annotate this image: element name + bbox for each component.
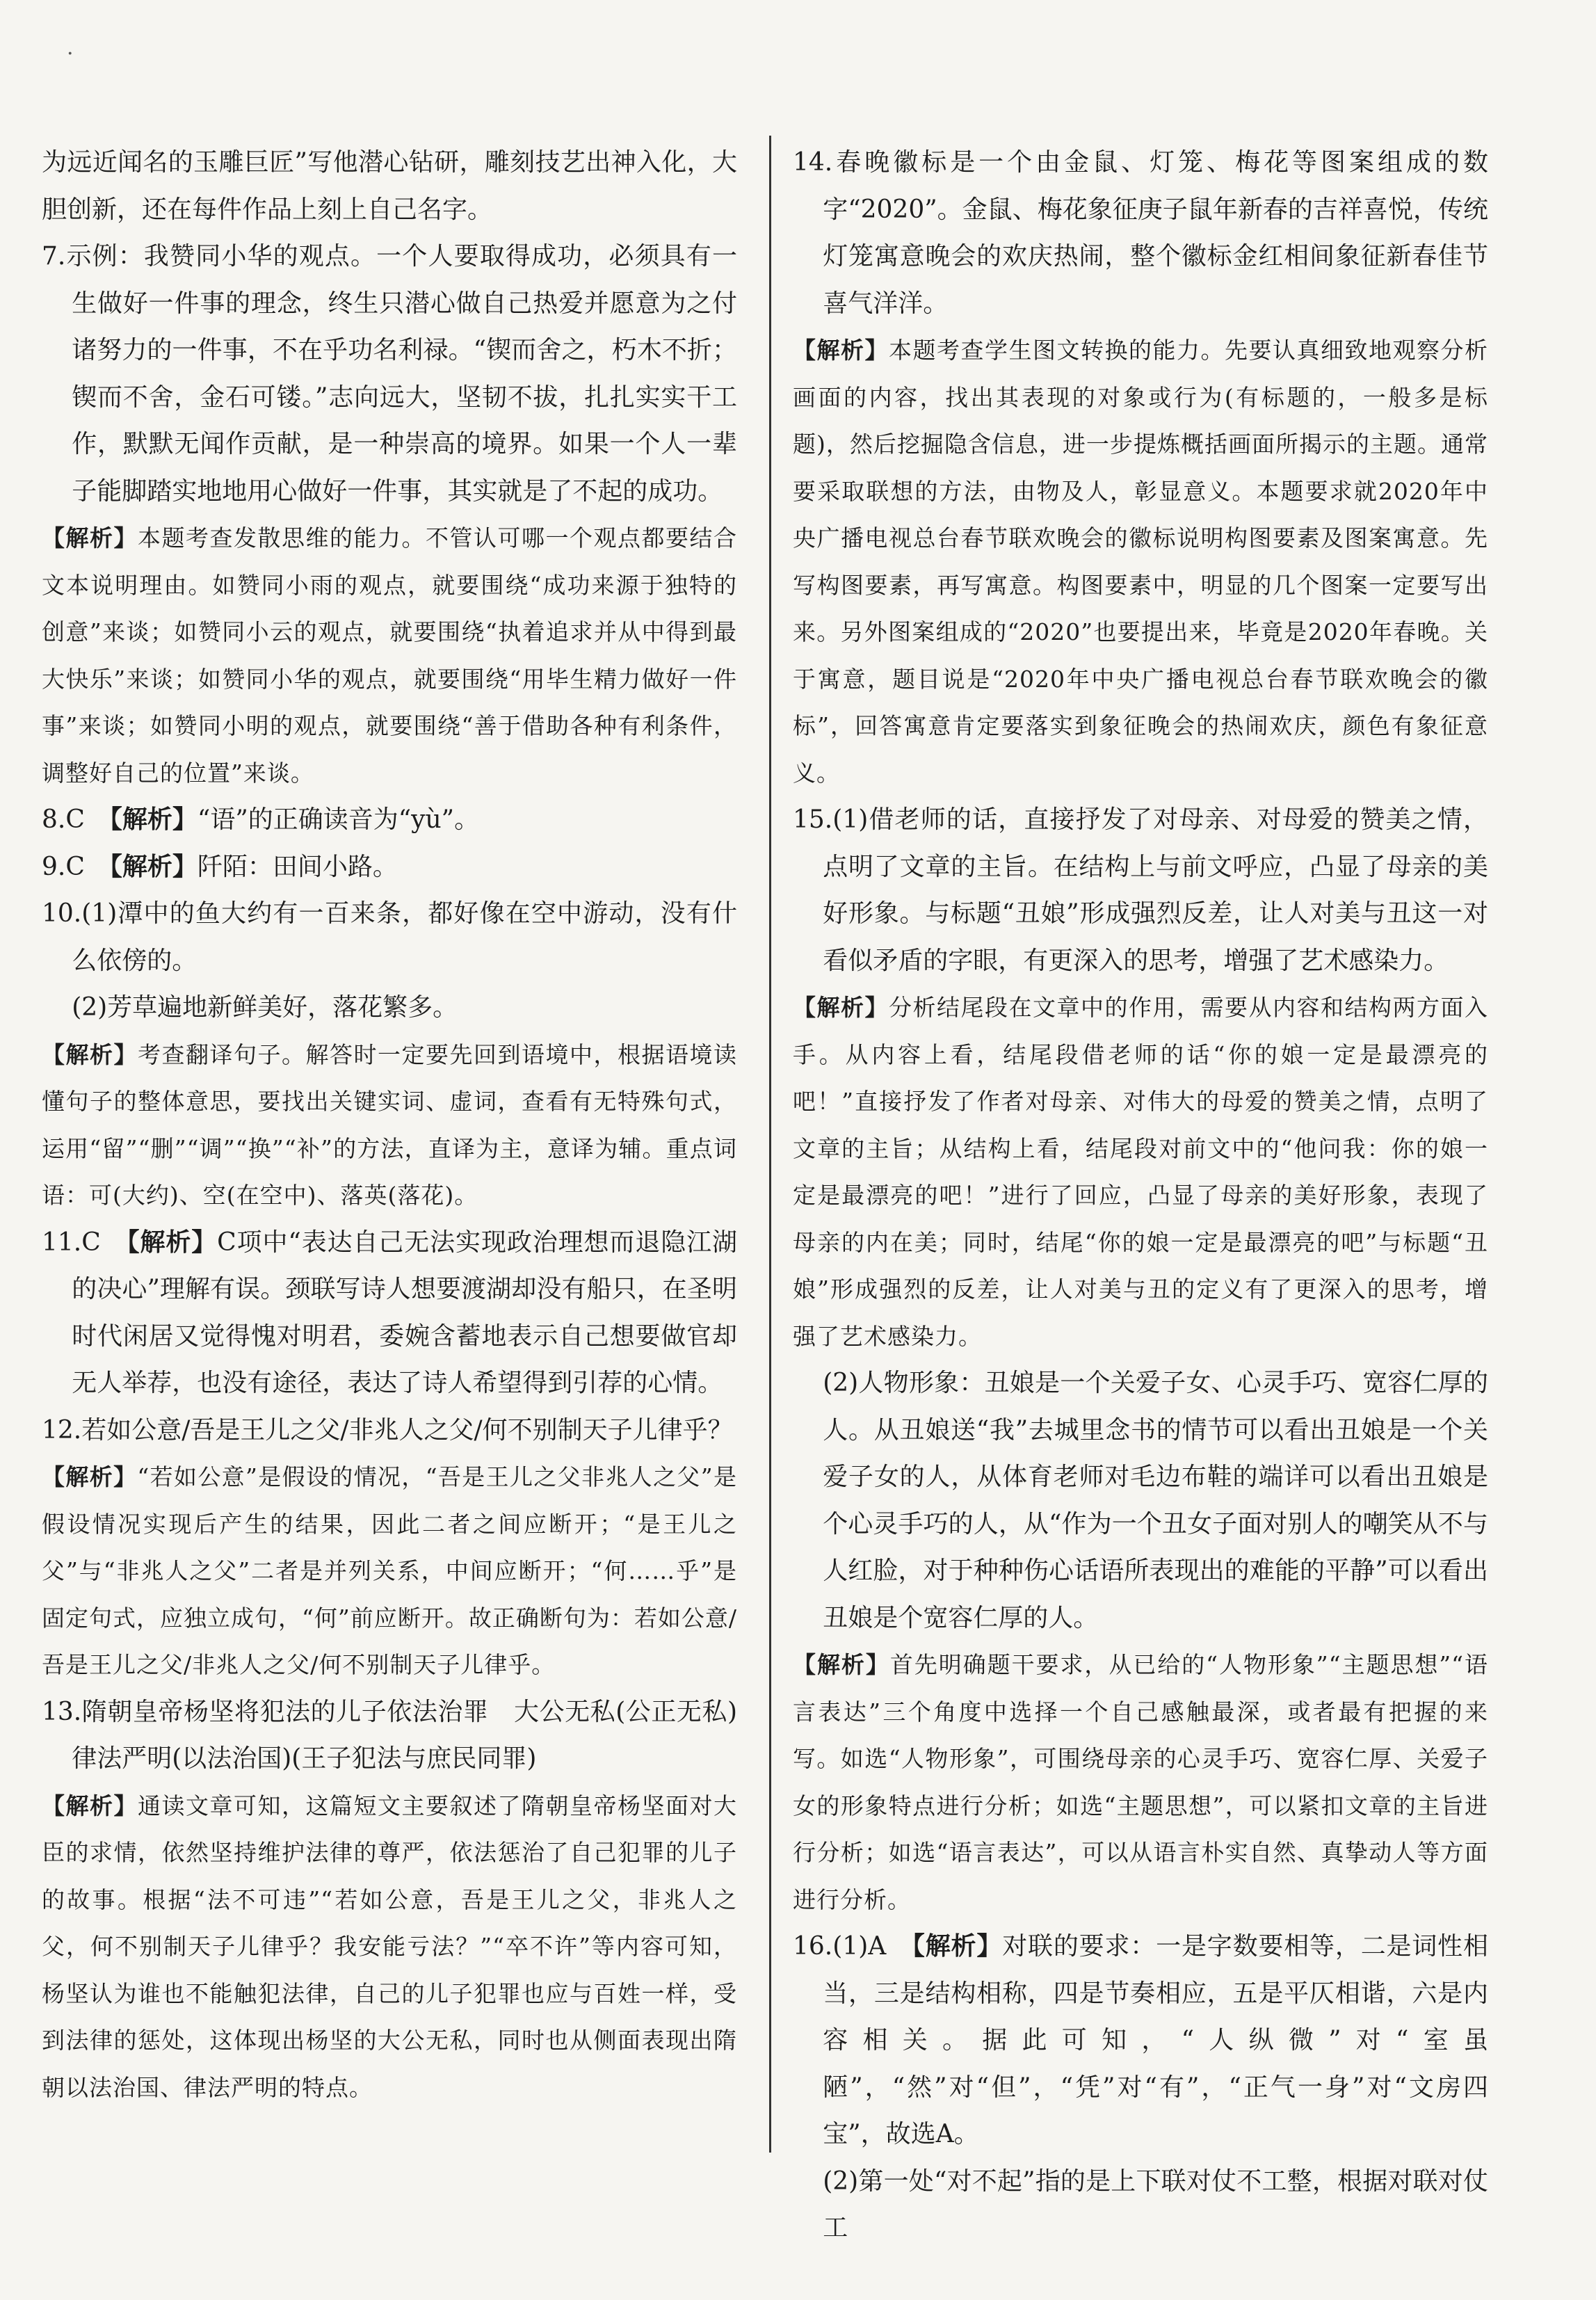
paragraph-text: 本题考查发散思维的能力。不管认可哪一个观点都要结合文本说明理由。如赞同小雨的观点，就要围绕“成功来源于独特的创意”来谈；如赞同小云的观点，就要围绕“执着追求并从中得到最大快乐”来谈；如赞同小华的观点，就要围绕“用毕生精力做好一件事”来谈；如赞同小明的观点，就要围绕“善于借助各种有利条件，调整好自己的位置”来谈。 <box>42 524 737 787</box>
paragraph-text: (2)芳草遍地新鲜美好，落花繁多。 <box>72 993 458 1022</box>
paragraph-text: (2)人物形象：丑娘是一个关爱子女、心灵手巧、宽容仁厚的人。从丑娘送“我”去城里念书的情节可以看出丑娘是一个关爱子女的人，从体育老师对毛边布鞋的端详可以看出丑娘是个心灵手巧的人，从“作为一个丑女子面对别人的嘲笑从不与人红脸，对于种种伤心话语所表现出的难能的平静”可以看出丑娘是个宽容仁厚的人。 <box>823 1369 1488 1632</box>
analysis-tag: 【解析】 <box>42 524 138 552</box>
answer-paragraph <box>42 139 737 233</box>
analysis-tag: 【解析】 <box>912 1932 1003 1961</box>
answer-paragraph <box>793 1360 1488 1641</box>
analysis-tag: 【解析】 <box>109 852 198 881</box>
answer-label: 16.(1)A <box>793 1932 912 1961</box>
answer-paragraph <box>42 1219 737 1407</box>
paragraph-text: 7.示例：我赞同小华的观点。一个人要取得成功，必须具有一生做好一件事的理念，终生只潜心做自己热爱并愿意为之付诸努力的一件事，不在乎功名利禄。“锲而舍之，朽木不折；锲而不舍，金石可镂。”志向远大，坚韧不拔，扎扎实实干工作，默默无闻作贡献，是一种崇高的境界。如果一个人一辈子能脚踏实地地用心做好一件事，其实就是了不起的成功。 <box>42 242 737 506</box>
paragraph-text: 本题考查学生图文转换的能力。先要认真细致地观察分析画面的内容，找出其表现的对象或行为(有标题的，一般多是标题)，然后挖掘隐含信息，进一步提炼概括画面所揭示的主题。通常要采取联想的方法，由物及人，彰显意义。本题要求就2020年中央广播电视总台春节联欢晚会的徽标说明构图要素及图案寓意。先写构图要素，再写寓意。构图要素中，明显的几个图案一定要写出来。另外图案组成的“2020”也要提出来，毕竟是2020年春晚。关于寓意，题目说是“2020年中央广播电视总台春节联欢晚会的徽标”，回答寓意肯定要落实到象征晚会的热闹欢庆，颜色有象征意义。 <box>793 337 1488 787</box>
analysis-tag: 【解析】 <box>793 1651 890 1678</box>
paragraph-text: 15.(1)借老师的话，直接抒发了对母亲、对母爱的赞美之情，点明了文章的主旨。在结构上与前文呼应，凸显了母亲的美好形象。与标题“丑娘”形成强烈反差，让人对美与丑这一对看似矛盾的字眼，有更深入的思考，增强了艺术感染力。 <box>793 805 1488 975</box>
edge-mark: · <box>67 42 74 66</box>
analysis-tag: 【解析】 <box>42 1463 138 1490</box>
paragraph-text: C项中“表达自己无法实现政治理想而退隐江湖的决心”理解有误。颈联写诗人想要渡湖却没有船只，在圣明时代闲居又觉得愧对明君，委婉含蓄地表示自己想要做官却无人举荐，也没有途径，表达了诗人希望得到引荐的心情。 <box>72 1228 737 1397</box>
paragraph-text: “若如公意”是假设的情况，“吾是王儿之父非兆人之父”是假设情况实现后产生的结果，因此二者之间应断开；“是王儿之父”与“非兆人之父”二者是并列关系，中间应断开；“何……乎”是固定句式，应独立成句，“何”前应断开。故正确断句为：若如公意/吾是王儿之父/非兆人之父/何不别制天子儿律乎。 <box>42 1463 738 1678</box>
paragraph-text: 分析结尾段在文章中的作用，需要从内容和结构两方面入手。从内容上看，结尾段借老师的话“你的娘一定是最漂亮的吧！”直接抒发了作者对母亲、对伟大的母爱的赞美之情，点明了文章的主旨；从结构上看，结尾段对前文中的“他问我：你的娘一定是最漂亮的吧！”进行了回应，凸显了母亲的美好形象，表现了母亲的内在美；同时，结尾“你的娘一定是最漂亮的吧”与标题“丑娘”形成强烈的反差，让人对美与丑的定义有了更深入的思考，增强了艺术感染力。 <box>793 994 1488 1350</box>
paragraph-text: (2)第一处“对不起”指的是上下联对仗不工整，根据对联对仗工 <box>823 2166 1488 2242</box>
paragraph-text: 13.隋朝皇帝杨坚将犯法的儿子依法治罪 大公无私(公正无私) 律法严明(以法治国)(王子犯法与庶民同罪) <box>42 1697 763 1773</box>
answer-paragraph <box>42 233 737 515</box>
answer-paragraph <box>42 984 737 1031</box>
column-divider <box>769 136 771 2153</box>
analysis-paragraph <box>42 515 737 796</box>
answer-label: 11.C <box>42 1228 127 1257</box>
analysis-paragraph <box>42 1031 737 1219</box>
answer-paragraph <box>42 890 737 984</box>
paragraph-text: 为远近闻名的玉雕巨匠”写他潜心钻研，雕刻技艺出神入化，大胆创新，还在每件作品上刻上自己名字。 <box>42 148 737 224</box>
answer-paragraph <box>42 1689 763 1783</box>
right-column <box>793 139 1488 2252</box>
paragraph-text: 10.(1)潭中的鱼大约有一百来条，都好像在空中游动，没有什么依傍的。 <box>42 899 737 975</box>
paragraph-text: 14.春晚徽标是一个由金鼠、灯笼、梅花等图案组成的数字“2020”。金鼠、梅花象征庚子鼠年新春的吉祥喜悦，传统灯笼寓意晚会的欢庆热闹，整个徽标金红相间象征新春佳节喜气洋洋。 <box>793 148 1488 318</box>
paragraph-text: 12.若如公意/吾是王儿之父/非兆人之父/何不别制天子儿律乎？ <box>42 1415 733 1445</box>
analysis-paragraph <box>793 1641 1488 1923</box>
paragraph-text: 考查翻译句子。解答时一定要先回到语境中，根据语境读懂句子的整体意思，要找出关键实词、虚词，查看有无特殊句式，运用“留”“删”“调”“换”“补”的方法，直译为主，意译为辅。重点词语：可(大约)、空(在空中)、落英(落花)。 <box>42 1040 737 1209</box>
answer-paragraph <box>793 1923 1488 2158</box>
analysis-paragraph <box>793 984 1488 1360</box>
left-column <box>42 139 763 2111</box>
paragraph-text: 通读文章可知，这篇短文主要叙述了隋朝皇帝杨坚面对大臣的求情，依然坚持维护法律的尊严，依法惩治了自己犯罪的儿子的故事。根据“法不可违”“若如公意，吾是王儿之父，非兆人之父，何不别制天子儿律乎？我安能亏法？”“卒不许”等内容可知，杨坚认为谁也不能触犯法律，自己的儿子犯罪也应与百姓一样，受到法律的惩处，这体现出杨坚的大公无私，同时也从侧面表现出隋朝以法治国、律法严明的特点。 <box>42 1792 737 2101</box>
analysis-tag: 【解析】 <box>793 337 889 364</box>
analysis-tag: 【解析】 <box>42 1040 138 1068</box>
paragraph-text: 阡陌：田间小路。 <box>197 852 398 881</box>
paragraph-text: 首先明确题干要求，从已给的“人物形象”“主题思想”“语言表达”三个角度中选择一个自己感触最深，或者最有把握的来写。如选“人物形象”，可围绕母亲的心灵手巧、宽容仁厚、关爱子女的形象特点进行分析；如选“主题思想”，可以紧扣文章的主旨进行分析；如选“语言表达”，可以从语言朴实自然、真挚动人等方面进行分析。 <box>793 1651 1489 1913</box>
analysis-tag: 【解析】 <box>109 805 198 834</box>
paragraph-text: “语”的正确读音为“yù”。 <box>197 805 480 834</box>
analysis-paragraph <box>793 327 1488 796</box>
answer-paragraph <box>42 796 737 844</box>
analysis-tag: 【解析】 <box>127 1228 218 1257</box>
analysis-paragraph <box>42 1783 737 2112</box>
analysis-tag: 【解析】 <box>42 1792 138 1819</box>
answer-paragraph <box>42 1407 737 1454</box>
answer-paragraph <box>793 796 1488 984</box>
analysis-tag: 【解析】 <box>793 994 889 1021</box>
paragraph-text: 对联的要求：一是字数要相等，二是词性相当，三是结构相称，四是节奏相应，五是平仄相谐，六是内容相关。据此可知，“人纵微”对“室虽陋”，“然”对“但”，“凭”对“有”，“正气一身”对“文房四宝”，故选A。 <box>823 1932 1488 2148</box>
answer-paragraph <box>793 139 1488 327</box>
answer-label: 8.C <box>42 805 110 834</box>
analysis-paragraph <box>42 1454 737 1689</box>
answer-label: 9.C <box>42 852 110 881</box>
answer-paragraph <box>793 2158 1488 2252</box>
answer-paragraph <box>42 844 737 891</box>
